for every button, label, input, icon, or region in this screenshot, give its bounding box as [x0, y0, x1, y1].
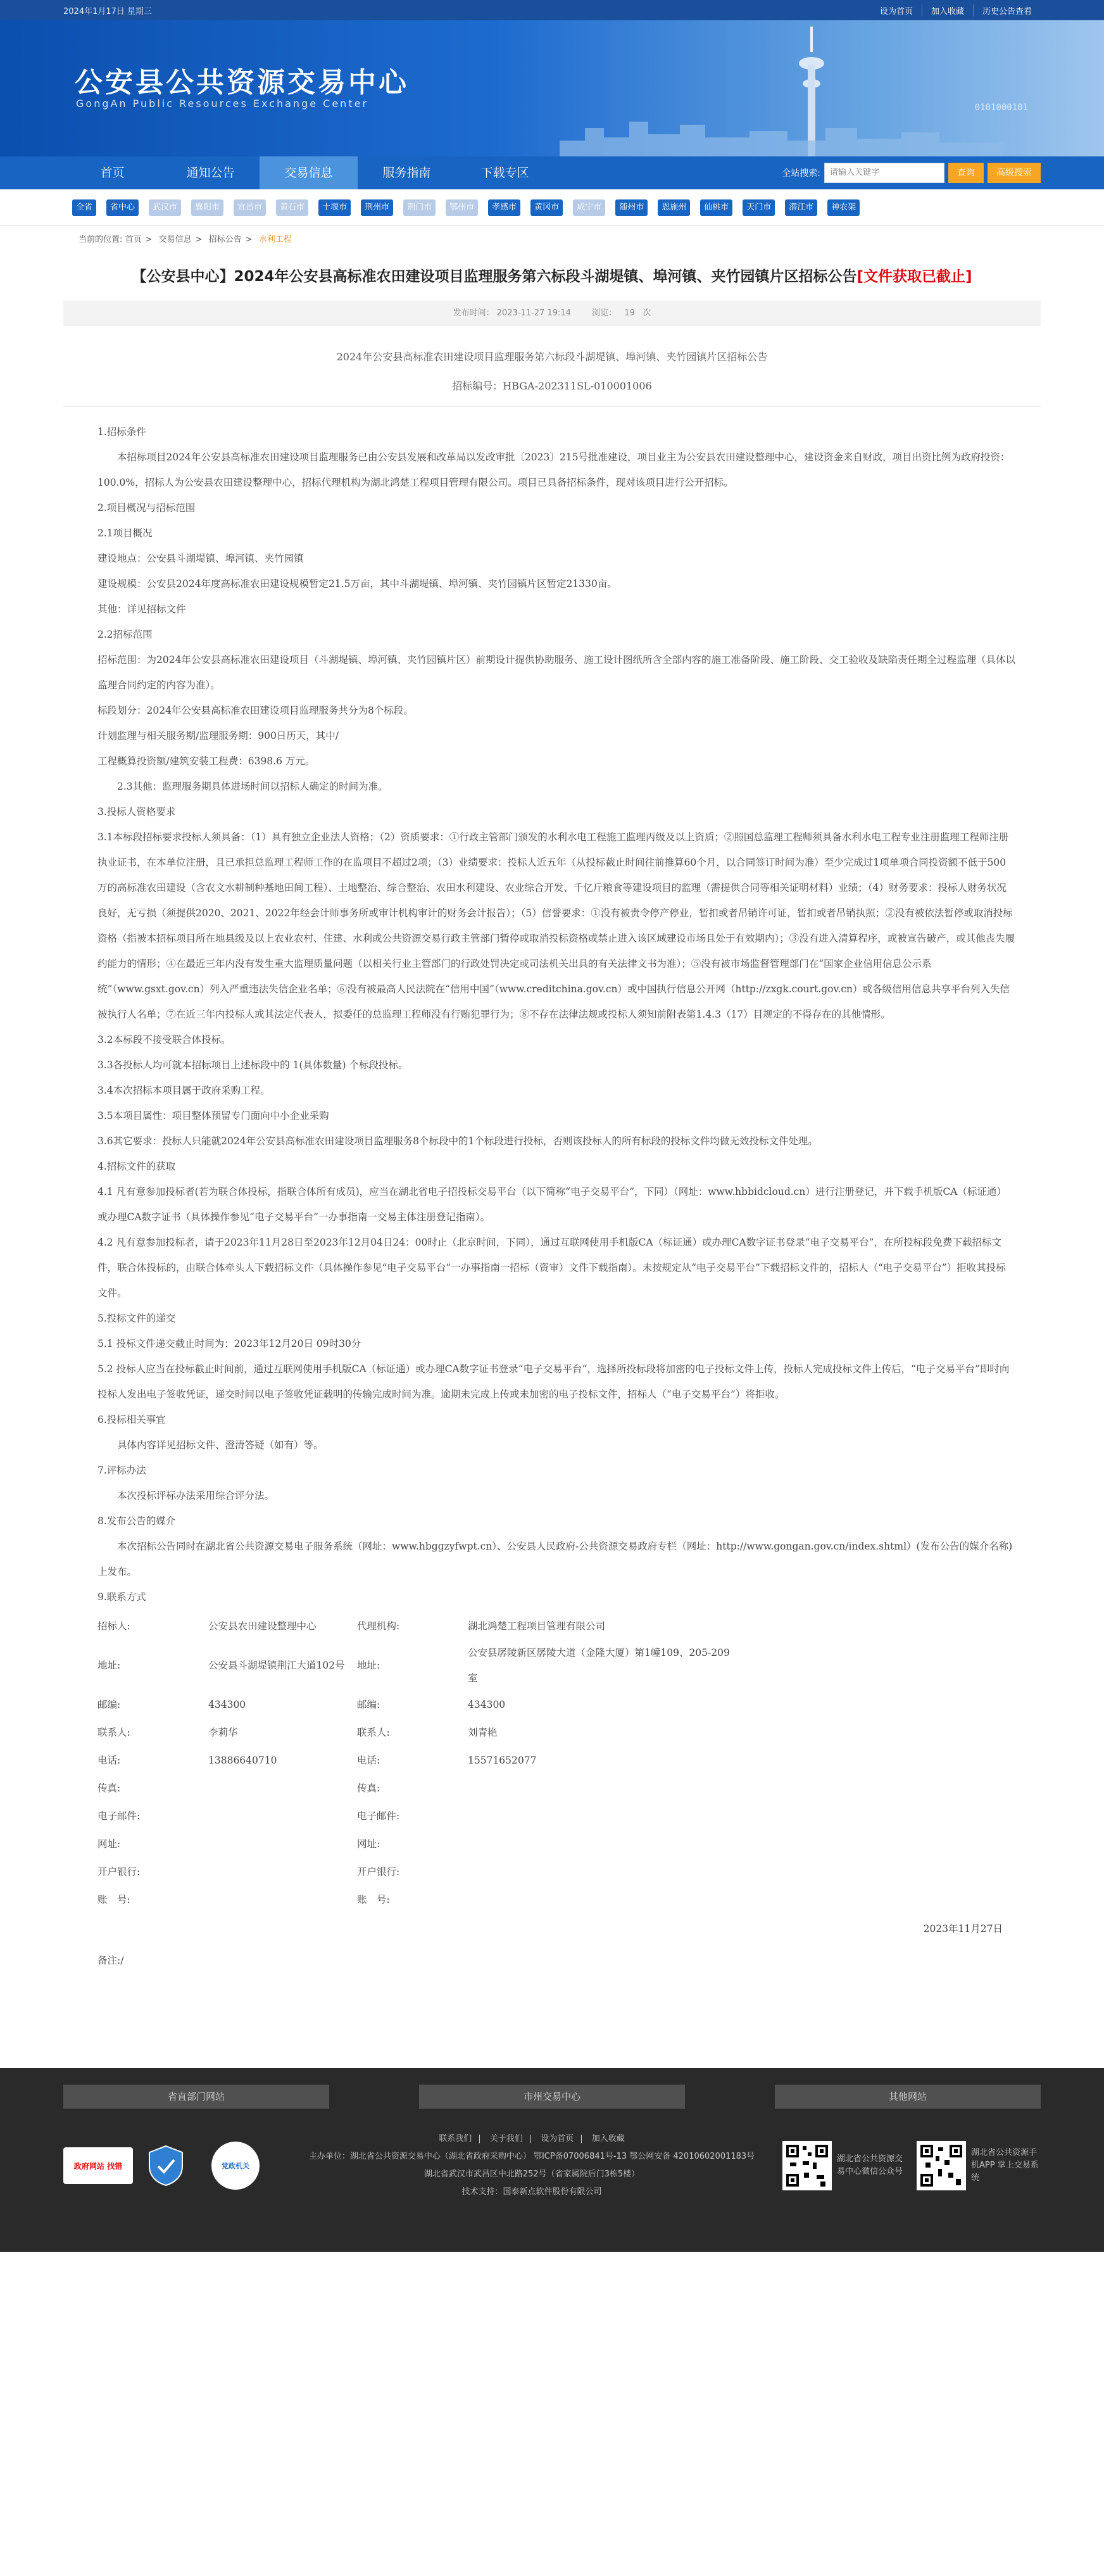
contact-cell-k2: 开户银行:	[357, 1866, 400, 1878]
contact-cell-v2: 刘青艳	[468, 1727, 498, 1738]
notice-paragraph: 标段划分：2024年公安县高标准农田建设项目监理服务共分为8个标段。	[97, 705, 413, 716]
notice-paragraph: 4.2 凡有意参加投标者，请于2023年11月28日至2023年12月04日24：00时止（北京时间，下同），通过互联网使用手机版CA（标证通）或办理CA数字证书登录“电子交易平台”，在所投标段免费下载招标文件，联合体投标的，由联合体牵头人下载招标文件（具体操作参见“电子交易平台”一办事指南一招标（资审）文件下载指南）。未按规定从“电子交易平台”下载招标文件的，招标人（“电子交易平台”）拒收其投标文件。	[97, 1237, 1006, 1299]
city-filter-button[interactable]: 宜昌市	[234, 199, 266, 216]
contact-row	[97, 1830, 1015, 1858]
contact-cell-k1: 账 号:	[97, 1894, 130, 1905]
notice-paragraph: 3.5本项目属性：项目整体预留专门面向中小企业采购	[97, 1110, 329, 1121]
notice-paragraph: 3.1本标段招标要求投标人须具备：（1）具有独立企业法人资格；（2）资质要求：①行政主管部门颁发的水利水电工程施工监理丙级及以上资质；②照国总监理工程师须具备水利水电工程专业注册监理工程师注册执业证书，在本单位注册，且已承担总监理工程师工作的在监项目不超过2项；（3）业绩要求：投标人近五年（从投标截止时间往前推算60个月，以合同签订时间为准）至少完成过1项单项合同投资额不低于500万的高标准农田建设（含农文水耕制种基地田间工程）、土地整治、综合整治、农田水利建设、农业综合开发、千亿斤粮食等建设项目的监理（需提供合同等相关证明材料）业绩；（4）财务要求：投标人财务状况良好，无亏损（须提供2020、2021、2022年经会计师事务所或审计机构审计的财务会计报告）；（5）信誉要求：①没有被责令停产停业，暂扣或者吊销许可证，暂扣或者吊销执照；②没有被依法暂停或取消投标资格（指被本招标项目所在地县级及以上农业农村、住建、水利或公共资源交易行政主管部门暂停或取消投标资格或禁止进入该区域建设市场且处于有效期内）；③没有进入清算程序，或被宣告破产，或其他丧失履约能力的情形；④在最近三年内没有发生重大监理质量问题（以相关行业主管部门的行政处罚决定或司法机关出具的有关法律文书为准）；⑤没有被市场监督管理部门在“国家企业信用信息公示系统”（www.gsxt.gov.cn）列入严重违法失信企业名单；⑥没有被最高人民法院在“信用中国”（www.creditchina.gov.cn）或中国执行信息公开网（http://zxgk.court.gov.cn）或各级信用信息共享平台列入失信被执行人名单；⑦在近三年内投标人或其法定代表人，拟委任的总监理工程师没有行贿犯罪行为；⑧不存在法律法规或投标人须知前附表第1.4.3（17）目规定的不得存在的其他情形。	[97, 831, 1015, 1020]
search-input[interactable]: 请输入关键字	[824, 163, 944, 183]
contact-row	[97, 1746, 1015, 1774]
contact-cell-k1: 网址:	[97, 1838, 121, 1850]
notice-paragraph: 具体内容详见招标文件、澄清答疑（如有）等。	[117, 1439, 323, 1451]
footer-info	[291, 2130, 772, 2201]
city-filter-button[interactable]: 全省	[72, 199, 96, 216]
notice-paragraph: 3.6其它要求：投标人只能就2024年公安县高标准农田建设项目监理服务8个标段中的1个标段进行投标，否则该投标人的所有标段的投标文件均做无效投标文件处理。	[97, 1135, 818, 1147]
party-gov-badge[interactable]: 党政机关	[211, 2142, 260, 2190]
contact-cell-k2: 联系人:	[357, 1727, 390, 1738]
city-filter-button[interactable]: 潜江市	[785, 199, 817, 216]
city-filter-button[interactable]: 荆门市	[403, 199, 436, 216]
notice-date: 2023年11月27日	[923, 1923, 1003, 1935]
notice-paragraph: 4.招标文件的获取	[97, 1161, 176, 1172]
contact-row	[97, 1858, 1015, 1886]
views-label: 浏览：	[591, 308, 617, 318]
status-badge: [文件获取已截止]	[856, 268, 972, 285]
breadcrumb-label: 当前的位置:	[78, 235, 123, 244]
nav-notices[interactable]: 通知公告	[186, 166, 235, 180]
contact-cell-v1: 公安县斗湖堤镇荆江大道102号	[208, 1660, 345, 1671]
city-filter-button[interactable]: 咸宁市	[573, 199, 605, 216]
notice-paragraph: 2.2招标范围	[97, 629, 153, 640]
notice-paragraph: 2.项目概况与招标范围	[97, 502, 196, 514]
notice-paragraph: 7.评标办法	[97, 1465, 146, 1476]
notice-paragraph: 1.招标条件	[97, 426, 146, 438]
contact-cell-k1: 电话:	[97, 1755, 121, 1766]
notice-paragraph: 本次投标评标办法采用综合评分法。	[117, 1490, 275, 1501]
site-title[interactable]: 公安县公共资源交易中心	[75, 66, 409, 99]
contact-cell-v1: 434300	[208, 1699, 246, 1710]
contact-cell-k1: 开户银行:	[97, 1866, 141, 1878]
history-notice-link[interactable]: 历史公告查看	[973, 4, 1041, 16]
notice-paragraph: 3.2本标段不接受联合体投标。	[97, 1034, 231, 1045]
contact-cell-k2: 代理机构:	[357, 1620, 400, 1632]
footer-homepage-link[interactable]: 设为首页	[541, 2134, 574, 2144]
contact-row	[97, 1719, 1015, 1746]
contact-row	[97, 1802, 1015, 1830]
nav-trade-info[interactable]: 交易信息	[260, 156, 358, 189]
contact-cell-k2: 地址:	[357, 1660, 380, 1671]
notice-paragraph: 9.联系方式	[97, 1591, 146, 1603]
notice-paragraph: 计划监理与相关服务期/监理服务期：900日历天，其中/	[97, 730, 339, 742]
notice-paragraph: 2.1项目概况	[97, 527, 153, 539]
notice-paragraph: 3.投标人资格要求	[97, 806, 176, 818]
city-filter-button[interactable]: 随州市	[615, 199, 648, 216]
notice-paragraph: 3.3各投标人均可就本招标项目上述标段中的 1(具体数量) 个标段投标。	[97, 1059, 408, 1071]
city-filter-button[interactable]: 黄冈市	[530, 199, 563, 216]
nav-downloads[interactable]: 下载专区	[480, 166, 529, 180]
notice-paragraph: 本次招标公告同时在湖北省公共资源交易电子服务系统（网址：www.hbggzyfwpt.cn）、公安县人民政府-公共资源交易政府专栏（网址：http://www.gongan.gov.cn/index.shtml）(发布公告的媒介名称)上发布。	[97, 1541, 1013, 1577]
city-filter-button[interactable]: 荆州市	[361, 199, 393, 216]
site-search	[782, 163, 1041, 183]
notice-paragraphs	[97, 419, 1015, 1610]
contact-cell-k2: 网址:	[357, 1838, 380, 1850]
city-filter-button[interactable]: 十堰市	[318, 199, 351, 216]
top-bar	[0, 0, 1104, 20]
breadcrumb-tender-notice[interactable]: 招标公告	[208, 235, 242, 244]
city-filter-button[interactable]: 仙桃市	[700, 199, 732, 216]
site-subtitle: GongAn Public Resources Exchange Center	[76, 98, 369, 110]
add-favorite-link[interactable]: 加入收藏	[922, 4, 973, 16]
footer-address: 湖北省武汉市武昌区中北路252号（省家属院后门3栋5楼）	[423, 2169, 640, 2179]
footer-qr-codes	[782, 2141, 1041, 2190]
nav-home[interactable]: 首页	[100, 166, 125, 180]
city-filter-button[interactable]: 恩施州	[658, 199, 690, 216]
footer-support: 技术支持：国泰新点软件股份有限公司	[461, 2187, 602, 2197]
contact-row	[97, 1886, 1015, 1914]
search-button[interactable]: 查询	[948, 163, 984, 183]
city-filter-button[interactable]: 黄石市	[276, 199, 308, 216]
app-qr-label: 湖北省公共资源手机APP 掌上交易系统	[971, 2148, 1039, 2183]
advanced-search-button[interactable]: 高级搜索	[988, 163, 1041, 183]
footer-favorite-link[interactable]: 加入收藏	[591, 2134, 625, 2144]
notice-remark: 备注:/	[97, 1955, 124, 1966]
notice-title: 【公安县中心】2024年公安县高标准农田建设项目监理服务第六标段斗湖堤镇、埠河镇、夹竹园镇片区招标公告	[132, 268, 857, 285]
notice-paragraph: 4.1 凡有意参加投标者(若为联合体投标，指联合体所有成员)，应当在湖北省电子招投标交易平台（以下简称“电子交易平台”，下同）（网址：www.hbbidcloud.cn）进行注册登记，并下载手机版CA（标证通）或办理CA数字证书（具体操作参见“电子交易平台”一办事指南一交易主体注册登记指南）。	[97, 1186, 1007, 1223]
city-filter-button[interactable]: 神农架	[827, 199, 860, 216]
city-filter-bar	[0, 189, 1104, 226]
notice-paragraph: 招标范围：为2024年公安县高标准农田建设项目（斗湖堤镇、埠河镇、夹竹园镇片区）前期设计提供协助服务、施工设计图纸所含全部内容的施工准备阶段、施工阶段、交工验收及缺陷责任期全过程监理（具体以监理合同约定的内容为准）。	[97, 654, 1015, 691]
contact-row	[97, 1774, 1015, 1802]
main-nav	[0, 156, 1104, 189]
footer-about-link[interactable]: 关于我们	[489, 2134, 523, 2144]
city-trade-centers-button[interactable]: 市州交易中心	[419, 2085, 685, 2109]
contact-row	[97, 1640, 1015, 1691]
breadcrumb-current[interactable]: 水利工程	[258, 235, 292, 244]
notice-paragraph: 建设规模：公安县2024年度高标准农田建设规模暂定21.5万亩，其中斗湖堤镇、埠河镇、夹竹园镇片区暂定21330亩。	[97, 578, 617, 590]
contact-cell-v2: 湖北鸿楚工程项目管理有限公司	[468, 1620, 606, 1632]
city-filter-button[interactable]: 武汉市	[149, 199, 181, 216]
footer-links: 联系我们 | 关于我们 | 设为首页 | 加入收藏	[439, 2134, 625, 2144]
contact-cell-k1: 地址:	[97, 1660, 121, 1671]
publish-label: 发布时间：	[453, 308, 494, 318]
footer-site-links	[63, 2068, 1041, 2109]
notice-body	[63, 407, 1041, 1973]
notice-paragraph: 8.发布公告的媒介	[97, 1515, 176, 1527]
contact-cell-v2: 公安县孱陵新区孱陵大道（金隆大厦）第1幢109、205-209室	[468, 1647, 730, 1684]
wechat-qr-label: 湖北省公共资源交易中心微信公众号	[837, 2154, 903, 2176]
contact-cell-k2: 传真:	[357, 1783, 380, 1794]
contact-cell-k2: 电话:	[357, 1755, 380, 1766]
footer-contact-link[interactable]: 联系我们	[439, 2134, 472, 2144]
city-filter-button[interactable]: 孝感市	[488, 199, 520, 216]
app-qr-code-icon	[917, 2141, 966, 2190]
document-title: 2024年公安县高标准农田建设项目监理服务第六标段斗湖堤镇、埠河镇、夹竹园镇片区招标公告	[336, 351, 768, 363]
contact-cell-k1: 邮编:	[97, 1699, 121, 1710]
breadcrumb: 当前的位置: 首页 > 交易信息 > 招标公告 > 水利工程	[78, 235, 292, 244]
contact-table	[97, 1612, 1015, 1914]
contact-cell-v1: 13886640710	[208, 1755, 277, 1766]
notice-paragraph: 3.4本次招标本项目属于政府采购工程。	[97, 1085, 270, 1096]
contact-cell-k2: 邮编:	[357, 1699, 380, 1710]
contact-row	[97, 1612, 1015, 1640]
search-label: 全站搜索:	[782, 168, 820, 179]
contact-row	[97, 1691, 1015, 1719]
set-homepage-link[interactable]: 设为首页	[879, 6, 913, 16]
city-filter-button[interactable]: 鄂州市	[446, 199, 478, 216]
breadcrumb-trade-info[interactable]: 交易信息	[158, 235, 192, 244]
wechat-qr-code-icon	[782, 2141, 832, 2190]
notice-paragraph: 其他：详见招标文件	[97, 603, 186, 615]
contact-cell-k1: 传真:	[97, 1783, 121, 1794]
breadcrumb-home[interactable]: 首页	[125, 235, 142, 244]
contact-cell-k1: 电子邮件:	[97, 1810, 141, 1822]
notice-paragraph: 5.1 投标文件递交截止时间为：2023年12月20日 09时30分	[97, 1338, 361, 1349]
publish-time: 2023-11-27 19:14	[496, 308, 571, 318]
provincial-dept-sites-button[interactable]: 省直部门网站	[63, 2085, 329, 2109]
notice-paragraph: 6.投标相关事宜	[97, 1414, 166, 1425]
contact-cell-v2: 15571652077	[468, 1755, 537, 1766]
views-unit: 次	[643, 308, 651, 318]
document-number: 招标编号：HBGA-202311SL-010001006	[452, 380, 652, 392]
gov-site-error-badge[interactable]: 政府网站 找错	[63, 2147, 133, 2184]
notice-paragraph: 5.投标文件的递交	[97, 1313, 176, 1324]
contact-cell-k1: 联系人:	[97, 1727, 130, 1738]
city-filter-button[interactable]: 襄阳市	[191, 199, 223, 216]
notice-paragraph: 5.2 投标人应当在投标截止时间前，通过互联网使用手机版CA（标证通）或办理CA数字证书登录“电子交易平台”，选择所投标段将加密的电子投标文件上传，投标人完成投标文件上传后，“电子交易平台”即时向投标人发出电子签收凭证，递交时间以电子签收凭证载明的传输完成时间为准。逾期未完成上传或未加密的电子投标文件，招标人（“电子交易平台”）将拒收。	[97, 1363, 1010, 1400]
shield-badge-icon[interactable]	[148, 2145, 184, 2187]
header-banner	[0, 20, 1104, 156]
contact-cell-v1: 公安县农田建设整理中心	[208, 1620, 317, 1632]
city-filter-button[interactable]: 天门市	[743, 199, 775, 216]
city-filter-button[interactable]: 省中心	[106, 199, 139, 216]
footer-badges	[63, 2142, 291, 2190]
current-date: 2024年1月17日 星期三	[63, 6, 153, 16]
notice-paragraph: 2.3其他：监理服务期具体进场时间以招标人确定的时间为准。	[117, 781, 388, 792]
contact-cell-k1: 招标人:	[97, 1620, 130, 1632]
top-links	[871, 4, 1041, 16]
contact-cell-v2: 434300	[468, 1699, 506, 1710]
notice-paragraph: 本招标项目2024年公安县高标准农田建设项目监理服务已由公安县发展和改革局以发改审批〔2023〕215号批准建设，项目业主为公安县农田建设整理中心，建设资金来自财政，项目出资比例为政府投资：100.0%，招标人为公安县农田建设整理中心，招标代理机构为湖北鸿楚工程项目管理有限公司。项目已具备招标条件，现对该项目进行公开招标。	[97, 451, 1010, 488]
notice-paragraph: 工程概算投资额/建筑安装工程费：6398.6 万元。	[97, 755, 315, 767]
binary-decoration: 0101000101	[974, 103, 1028, 113]
contact-cell-v1: 李莉华	[208, 1727, 238, 1738]
notice-paragraph: 建设地点：公安县斗湖堤镇、埠河镇、夹竹园镇	[97, 553, 304, 564]
document-header	[63, 343, 1041, 401]
page-title	[63, 265, 1041, 288]
other-sites-button[interactable]: 其他网站	[775, 2085, 1041, 2109]
contact-cell-k2: 账 号:	[357, 1894, 390, 1905]
notice-meta	[63, 301, 1041, 326]
footer-sponsor: 主办单位：湖北省公共资源交易中心（湖北省政府采购中心） 鄂ICP备07006841号-13 鄂公网安备 42010602001183号	[308, 2152, 755, 2161]
contact-cell-k2: 电子邮件:	[357, 1810, 400, 1822]
footer	[0, 2068, 1104, 2252]
city-skyline-illustration	[560, 106, 1003, 156]
views-count: 19	[624, 308, 635, 318]
nav-service-guide[interactable]: 服务指南	[382, 166, 431, 180]
